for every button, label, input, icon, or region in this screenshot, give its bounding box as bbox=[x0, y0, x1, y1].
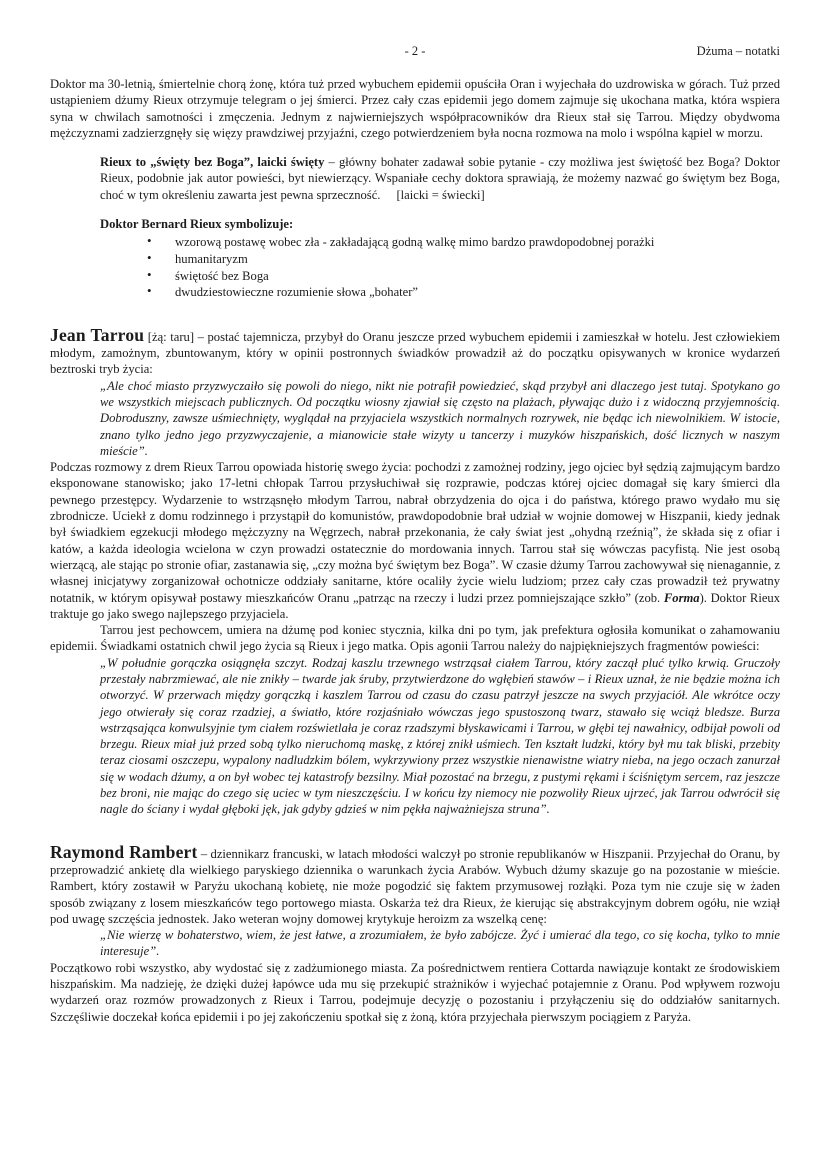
quote-rambert-heroism: „Nie wierzę w bohaterstwo, wiem, że jest łatwe, a zrozumiałem, że było zabójcze. Żyć i umierać dla tego, co się kocha, tylko to mnie interesuje”. bbox=[100, 928, 780, 959]
bullet-icon: • bbox=[147, 233, 152, 249]
symbolize-heading: Doktor Bernard Rieux symbolizuje: bbox=[100, 217, 294, 232]
list-item-text: humanitaryzm bbox=[175, 251, 248, 266]
paragraph-rambert-escape: Początkowo robi wszystko, aby wydostać się z zadżumionego miasta. Za pośrednictwem rentiera Cottarda nawiązuje kontakt ze środowiskiem hiszpańskim. Ma nadzieję, że dzięki dużej łapówce uda mu się przekupić strażników i wyjechać potajemnie z Oranu. Pod wpływem rozwoju wydarzeń oraz rozmów prowadzonych z Rieux i Tarrou, podejmuje decyzję o pozostaniu i przyłączeniu się do oddziałów sanitarnych. Szczęśliwie doczekał końca epidemii i po jej zakończeniu spotkał się z żoną, która przyjechała pierwszym pociągiem z Paryża. bbox=[50, 960, 780, 1024]
bullet-icon: • bbox=[147, 249, 152, 265]
symbolize-list bbox=[50, 234, 780, 300]
paragraph-rieux-laicki-swiety bbox=[100, 154, 780, 203]
page-header bbox=[50, 44, 780, 59]
list-item-text: świętość bez Boga bbox=[175, 268, 269, 283]
list-item-text: dwudziestowieczne rozumienie słowa „bohater” bbox=[175, 285, 419, 300]
laicki-note: [laicki = świecki] bbox=[396, 187, 485, 202]
list-item-text: wzorową postawę wobec zła - zakładającą godną walkę mimo bardzo prawdopodobnej porażki bbox=[175, 235, 655, 250]
list-item-bohater bbox=[147, 284, 780, 301]
rambert-intro-text: – dziennikarz francuski, w latach młodości walczył po stronie republikanów w Hiszpanii. Przyjechał do Oranu, by przeprowadzić ankietę dla wielkiego paryskiego dziennika o warunkach życia Arabów. Wybuch dżumy skazuje go na pozostanie w mieście. Rambert, który zostawił w Paryżu ukochaną kobietę, nie może pogodzić się faktem przymusowej rozłąki. Poza tym nie czuje się w żaden sposób związany z losem mieszkańców tego portowego miasta. Oskarża też dra Rieux, że kierując się abstrakcyjnym dobrem ogółu, nie wziął pod uwagę szczęścia jednostek. Jako weteran wojny domowej krytykuje heroizm za wszelką cenę: bbox=[50, 846, 780, 926]
document-title: Dżuma – notatki bbox=[696, 44, 780, 58]
tarrou-story-text: Podczas rozmowy z drem Rieux Tarrou opowiada historię swego życia: pochodzi z zamożnej rodziny, jego ojciec był sędzią zajmującym bardzo eksponowane stanowisko; jako 17-letni chłopak Tarrou przysłuchiwał się rozprawie, podczas której ojciec domagał się kary śmierci dla pewnego przestępcy. Wydarzenie to wstrząsnęło młodym Tarrou, nabrał obrzydzenia do ojca i do państwa, którego prawo wydało mu się zbrodnicze. Uciekł z domu rodzinnego i przystąpił do komunistów, prawdopodobnie brał udział w wojnie domowej w Hiszpanii, kiedy jednak był świadkiem egzekucji młodego mężczyzny na Węgrzech, nabrał przekonania, że cały świat jest „ohydną rzeźnią”, że składa się z ofiar i katów, a każda ideologia wcielona w czyn prowadzi ostatecznie do mordowania innych. Tarrou stał się wówczas pacyfistą. Nie jest osobą wierzącą, ale stając po stronie ofiar, zastanawia się, „czy można być świętym bez Boga”. W czasie dżumy Tarrou zachowywał się nienagannie, z własnej inicjatywy zorganizował ochotnicze oddziały sanitarne, które ocaliły życie wielu ludziom; przez cały czas prowadził też prywatny notatnik, w którym opisywał postawy mieszkańców Oranu „patrząc na rzeczy i ludzi przez pomniejszające szkło” (zob. bbox=[50, 460, 780, 605]
paragraph-rieux-bio: Doktor ma 30-letnią, śmiertelnie chorą żonę, która tuż przed wybuchem epidemii opuściła Oran i wyjechała do uzdrowiska w górach. Tuż przed ustąpieniem dżumy Rieux otrzymuje telegram o jej śmierci. Przez cały czas epidemii jego domem zajmuje się ukochana matka, która wspiera syna w chwilach samotności i zmęczenia. Jednym z najwierniejszych współpracowników dra Rieux stał się Tarrou. Między obydwoma mężczyznami zadzierzgnęły się więzy prawdziwej przyjaźni, czego potwierdzeniem była nocna rozmowa na molo i wspólna kąpiel w morzu. bbox=[50, 77, 780, 140]
quote-tarrou-lifestyle: „Ale choć miasto przyzwyczaiło się powoli do niego, nikt nie potrafił powiedzieć, skąd przybył ani dlaczego jest tutaj. Spotykano go we wszystkich miejscach publicznych. Od początku wiosny zjawiał się często na plażach, pływając dużo i z widoczną przyjemnością. Dobroduszny, zawsze uśmiechnięty, wyglądał na przyjaciela wszystkich normalnych rozrywek, nie będąc ich niewolnikiem. W istocie, znano tylko jedno jego przyzwyczajenie, a mianowicie stałe wizyty u tancerzy i muzyków hiszpańskich, dość licznych w naszym mieście”. bbox=[100, 378, 780, 458]
bullet-icon: • bbox=[147, 266, 152, 282]
tarrou-intro-text: [żą: taru] – postać tajemnicza, przybył do Oranu jeszcze przed wybuchem epidemii i zamieszkał w hotelu. Jest człowiekiem młodym, zamożnym, zbuntowanym, który w opinii postronnych świadków prowadził aż do początku opisywanych w kronice wydarzeń beztroski tryb życia: bbox=[50, 329, 780, 377]
quote-tarrou-agony: „W południe gorączka osiągnęła szczyt. Rodzaj kaszlu trzewnego wstrząsał ciałem Tarrou, który zaczął pluć tylko krwią. Gruczoły przestały nabrzmiewać, ale nie znikły – twarde jak śruby, przytwierdzone do wgłębień stawów – i Rieux uznał, że nie będzie można ich otworzyć. W przerwach między gorączką i kaszlem Tarrou od czasu do czasu patrzył jeszcze na swych przyjaciół. Ale wkrótce oczy jego otwierały się coraz rzadziej, a światło, które rozjaśniało wówczas jego spustoszoną twarz, stawało się wciąż bledsze. Burza wstrząsająca konwulsyjnie tym ciałem rozświetlała je coraz rzadszymi błyskawicami i Tarrou, w głębi tej nawałnicy, odbijał powoli od brzegu. Rieux miał już przed sobą tylko nieruchomą maskę, z której znikł uśmiech. Ten kształt ludzki, który był mu tak bliski, przebity teraz ciosami oszczepu, wypalony nadludzkim bólem, wykrzywiony przez wszystkie nienawistne wiatry nieba, na jego oczach zanurzał się w wodach dżumy, a on był wobec tej katastrofy bezsilny. Miał pozostać na brzegu, z pustymi rękami i ściśniętym sercem, raz jeszcze bez broni, nie mając do czego się uciec w tym nieszczęściu. I w końcu łzy niemocy nie pozwoliły Rieux ujrzeć, jak Tarrou odwrócił się nagle do ściany i wydał głęboki jęk, jak gdyby gdzieś w nim pękła najważniejsza struna”. bbox=[100, 655, 780, 817]
forma-reference: Forma bbox=[663, 590, 700, 605]
list-item-humanitaryzm bbox=[147, 251, 780, 268]
list-item-swietosc bbox=[147, 268, 780, 285]
paragraph-tarrou-death: Tarrou jest pechowcem, umiera na dżumę pod koniec stycznia, kilka dni po tym, jak prefektura ogłosiła komunikat o zahamowaniu epidemii. Świadkami ostatnich chwil jego życia są Rieux i jego matka. Opis agonii Tarrou należy do najpiękniejszych fragmentów powieści: bbox=[50, 623, 780, 654]
section-heading-rambert: Raymond Rambert bbox=[50, 841, 198, 862]
list-item-postawa bbox=[147, 234, 780, 251]
bullet-icon: • bbox=[147, 283, 152, 299]
section-heading-tarrou: Jean Tarrou bbox=[50, 324, 145, 345]
rieux-saint-text: – główny bohater zadawał sobie pytanie - czy możliwa jest świętość bez Boga? Doktor Rieux, podobnie jak autor powieści, byt niewierzący. Wspaniałe cechy doktora sprawiają, że możemy nazwać go świętym bez Boga, choć w tym określeniu zawarta jest pewna sprzeczność. bbox=[100, 155, 780, 202]
page-number: - 2 - bbox=[404, 44, 426, 58]
paragraph-rambert-intro bbox=[50, 841, 780, 927]
paragraph-tarrou-story bbox=[50, 459, 780, 622]
rieux-saint-lead-bold: Rieux to „święty bez Boga”, laicki święty bbox=[100, 155, 325, 170]
tarrou-story-end: ). Doktor Rieux traktuje go jako swego najlepszego przyjaciela. bbox=[50, 590, 781, 621]
paragraph-tarrou-intro bbox=[50, 324, 780, 378]
